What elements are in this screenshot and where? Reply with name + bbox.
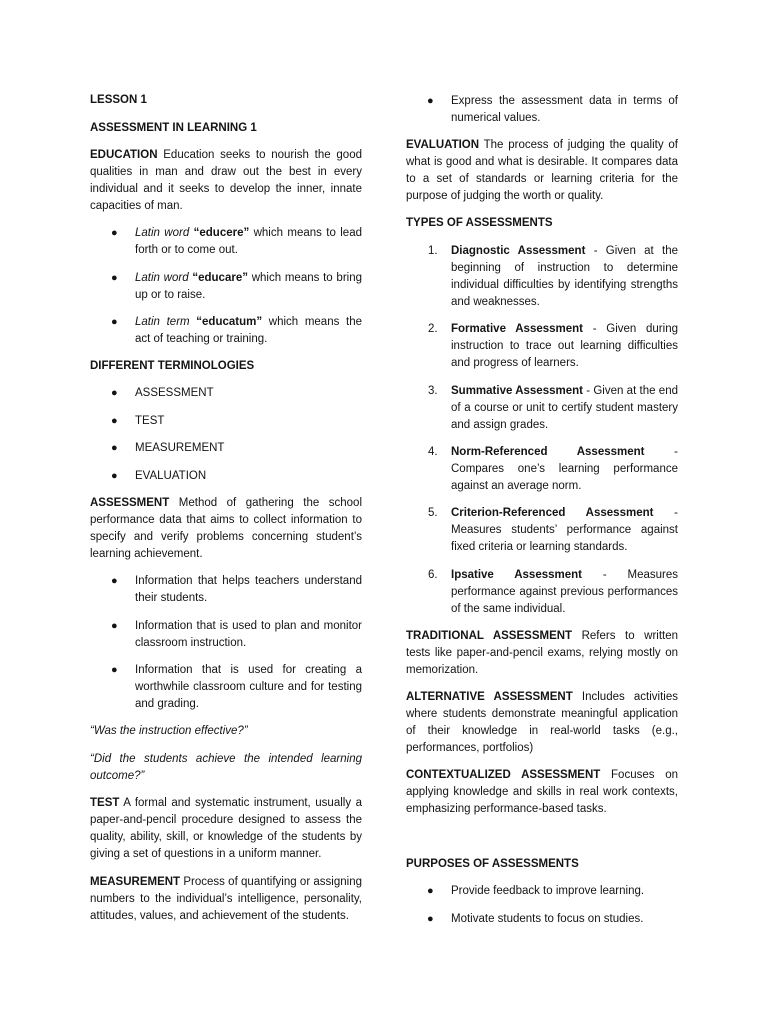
bullet-icon: ●	[111, 575, 118, 587]
list-item: 3. Summative Assessment - Given at the end of a course or unit to certify student mastery and assign grades.	[428, 385, 678, 431]
education-text: Education seeks to nourish the good qualities in man and draw out the best in every individual and it seeks to develop the inner, innate capacities of man.	[90, 149, 362, 212]
list-item: ● ASSESSMENT	[90, 385, 362, 402]
contextualized-term: CONTEXTUALIZED ASSESSMENT	[406, 769, 601, 781]
measurement-paragraph: MEASUREMENT Process of quantifying or assigning numbers to the individual’s intelligence, personality, attitudes, values, and achievement of the students.	[90, 876, 362, 922]
bullet-icon: ●	[111, 620, 118, 632]
terminologies-heading: DIFFERENT TERMINOLOGIES	[90, 360, 255, 372]
bullet-icon: ●	[111, 442, 118, 454]
bullet-icon: ●	[111, 664, 118, 676]
question-outcome: “Did the students achieve the intended learning outcome?”	[90, 753, 362, 782]
traditional-paragraph: TRADITIONAL ASSESSMENT Refers to written tests like paper-and-pencil exams, relying mostly on memorization.	[406, 630, 679, 676]
list-item: ● Information that is used for creating a worthwhile classroom culture and for testing and grading.	[111, 664, 362, 710]
measurement-term: MEASUREMENT	[90, 876, 181, 888]
bullet-icon: ●	[111, 470, 118, 482]
list-item: 2. Formative Assessment - Given during instruction to trace out learning difficulties and progress of learners.	[428, 323, 678, 369]
question-effective: “Was the instruction effective?”	[90, 725, 248, 737]
list-item: ● Latin word “educare” which means to bring up or to raise.	[111, 272, 362, 301]
bullet-icon: ●	[111, 316, 118, 328]
test-paragraph: TEST A formal and systematic instrument, usually a paper-and-pencil procedure designed to assess the quality, ability, skill, or knowledge of the students by giving a set of questions in a uniform manner.	[90, 797, 362, 860]
list-item: 1. Diagnostic Assessment - Given at the beginning of instruction to determine individual difficulties by identifying strengths and weaknesses.	[428, 245, 678, 308]
alternative-term: ALTERNATIVE ASSESSMENT	[406, 691, 573, 703]
list-item: ● Provide feedback to improve learning.	[406, 883, 678, 900]
list-item: ● TEST	[90, 413, 362, 430]
types-heading: TYPES OF ASSESSMENTS	[406, 217, 553, 229]
bullet-icon: ●	[427, 913, 434, 925]
list-item: 4. Norm-Referenced Assessment - Compares one’s learning performance against an average norm.	[428, 446, 678, 492]
assessment-paragraph: ASSESSMENT Method of gathering the school performance data that aims to collect information to specify and verify problems concerning student’s learning achievement.	[90, 497, 362, 560]
list-item: ● Latin term “educatum” which means the act of teaching or training.	[111, 316, 362, 345]
list-item: ● Information that helps teachers understand their students.	[111, 575, 362, 604]
list-item: ● Motivate students to focus on studies.	[406, 911, 678, 928]
list-item: 5. Criterion-Referenced Assessment - Measures students’ performance against fixed criteria or learning standards.	[428, 507, 679, 553]
list-item: ● Express the assessment data in terms of numerical values.	[427, 95, 678, 124]
bullet-icon: ●	[427, 95, 434, 107]
list-item: ● EVALUATION	[90, 468, 362, 485]
education-term: EDUCATION	[90, 149, 158, 161]
bullet-icon: ●	[111, 272, 118, 284]
education-paragraph	[90, 147, 362, 215]
contextualized-paragraph: CONTEXTUALIZED ASSESSMENT Focuses on applying knowledge and skills in real work contexts, emphasizing performance-based tasks.	[406, 769, 678, 815]
list-item: ● Information that is used to plan and monitor classroom instruction.	[111, 620, 362, 649]
bullet-icon: ●	[111, 227, 118, 239]
alternative-paragraph: ALTERNATIVE ASSESSMENT Includes activities where students demonstrate meaningful application of their knowledge in real-world tasks (e.g., performances, portfolios)	[406, 691, 678, 754]
bullet-icon: ●	[111, 387, 118, 399]
purposes-heading: PURPOSES OF ASSESSMENTS	[406, 858, 579, 870]
traditional-term: TRADITIONAL ASSESSMENT	[406, 630, 573, 642]
list-item: 6. Ipsative Assessment - Measures performance against previous performances of the same individual.	[428, 569, 678, 615]
bullet-icon: ●	[427, 885, 434, 897]
evaluation-term: EVALUATION	[406, 139, 480, 151]
lesson-label: LESSON 1	[90, 94, 147, 106]
list-item: ● Latin word “educere” which means to lead forth or to come out.	[111, 227, 362, 256]
test-term: TEST	[90, 797, 120, 809]
assessment-term: ASSESSMENT	[90, 497, 170, 509]
bullet-icon: ●	[111, 415, 118, 427]
page-title: ASSESSMENT IN LEARNING 1	[90, 122, 257, 134]
list-item: ● MEASUREMENT	[90, 440, 362, 457]
evaluation-paragraph: EVALUATION The process of judging the quality of what is good and what is desirable. It compares data to a set of standards or learning criteria for the purpose of judging the worth or quality.	[406, 139, 678, 202]
